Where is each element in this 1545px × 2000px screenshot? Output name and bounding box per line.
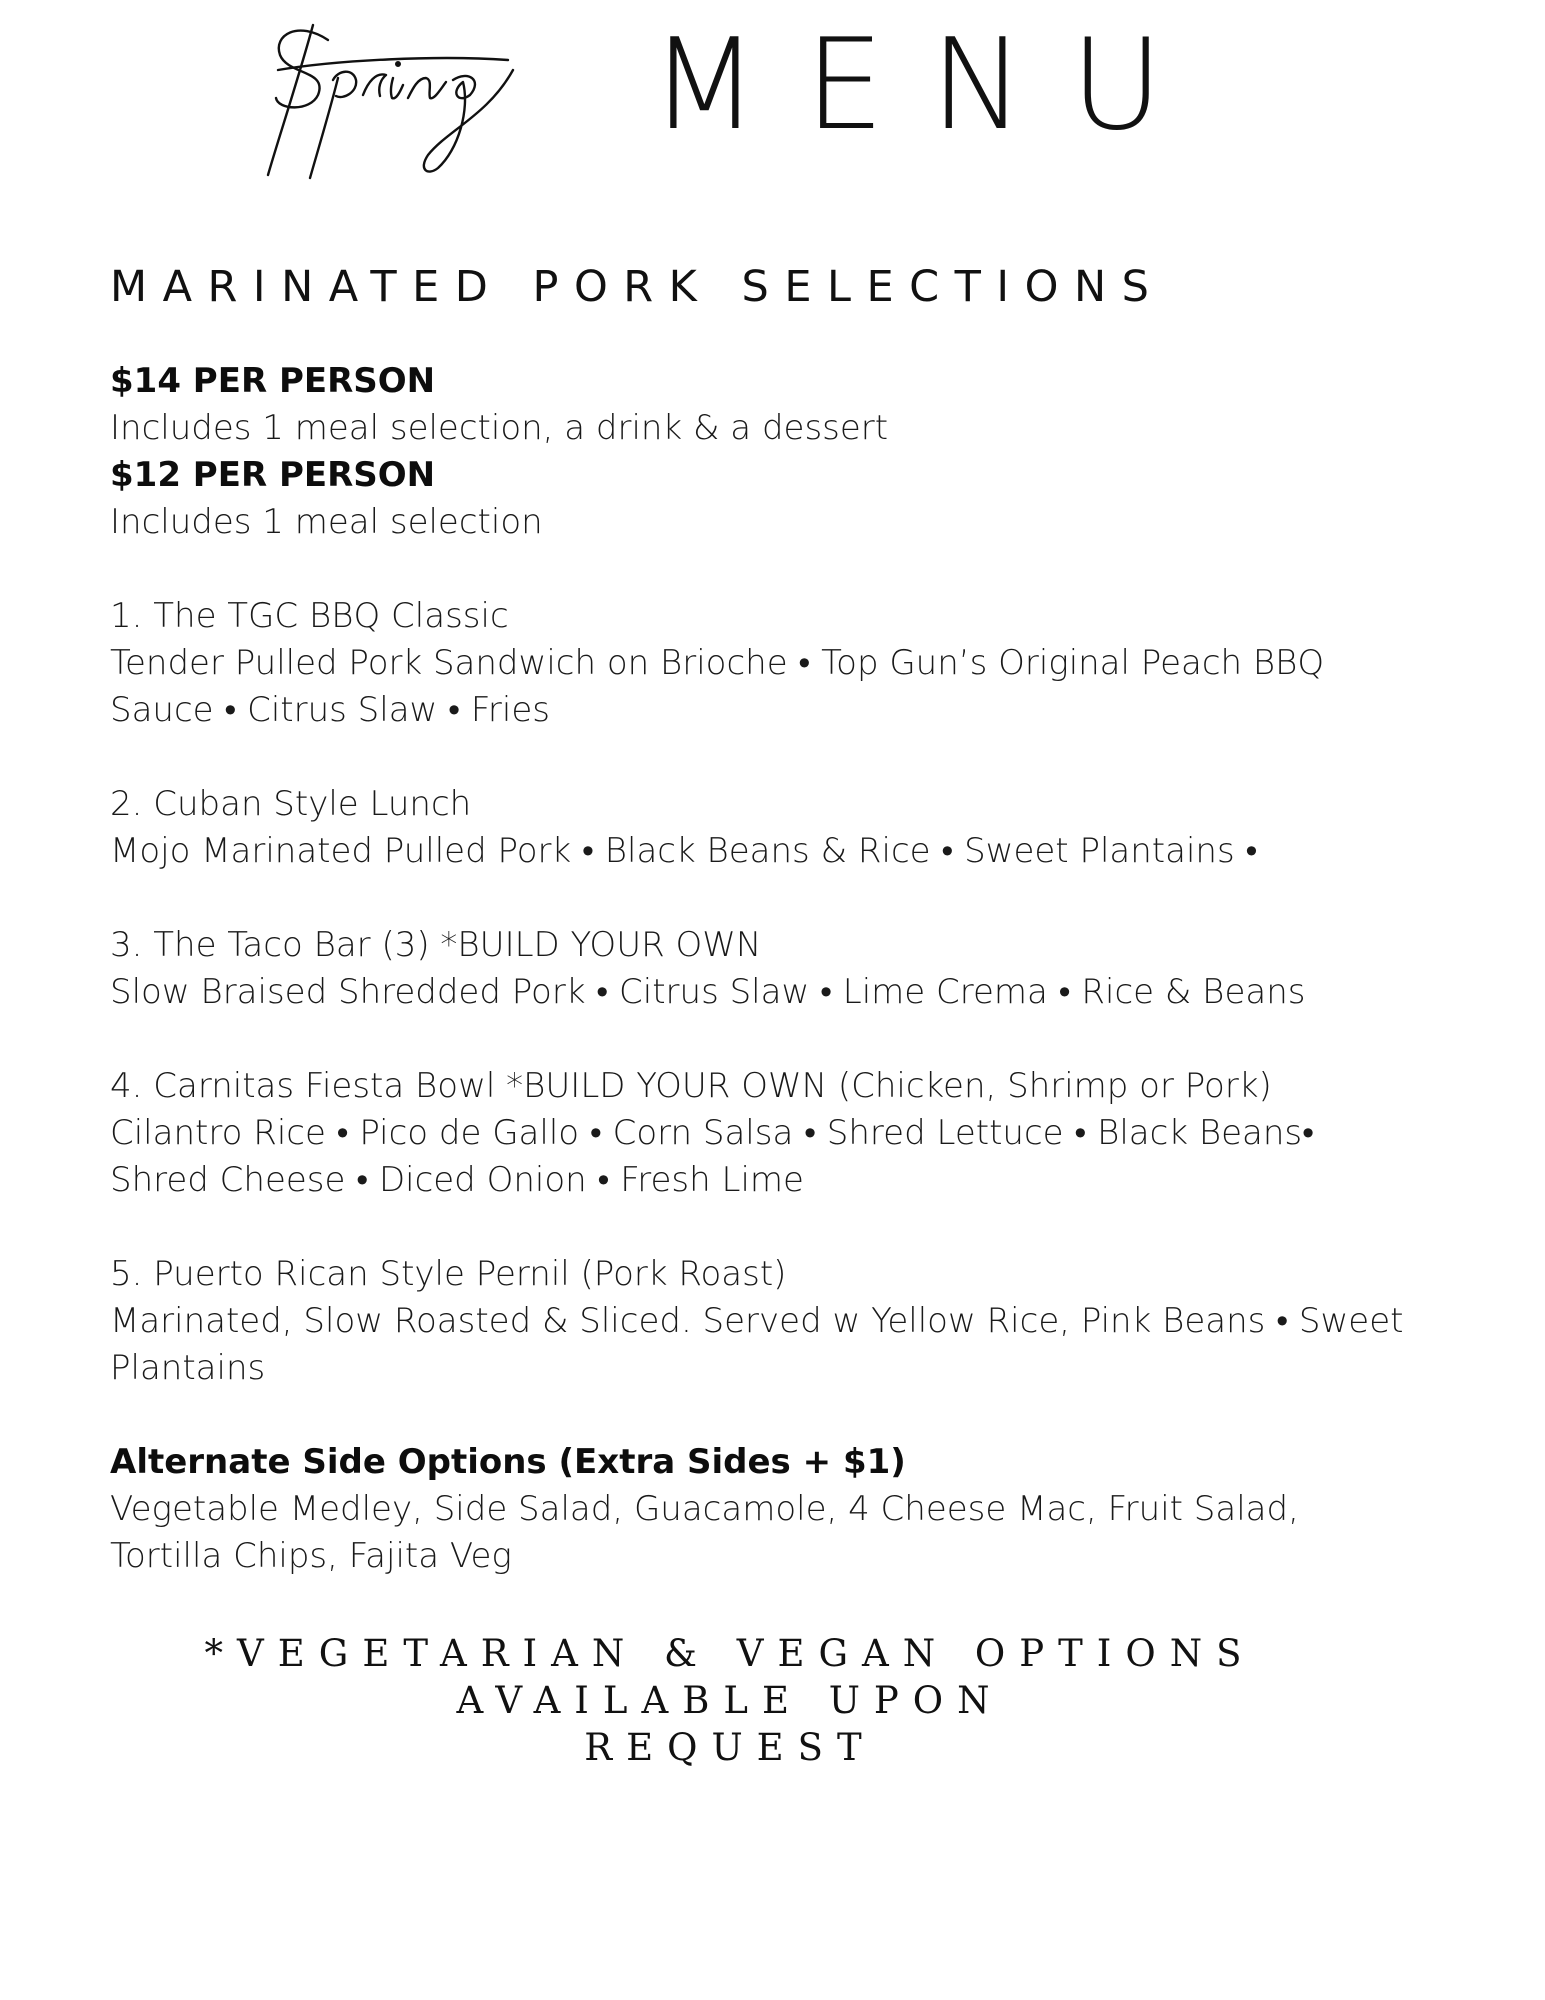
- dietary-note: [40, 1630, 1420, 1771]
- menu-item-desc: Mojo Marinated Pulled Pork • Black Beans & Rice • Sweet Plantains •: [110, 831, 1258, 871]
- menu-item-5: [110, 1251, 1450, 1392]
- menu-item-2: [110, 781, 1450, 875]
- price-12: $12 PER PERSON: [110, 455, 436, 495]
- menu-item-desc: Shred Cheese • Diced Onion • Fresh Lime: [110, 1160, 804, 1200]
- section-heading: MARINATED PORK SELECTIONS: [110, 262, 1165, 312]
- side-options-title: Alternate Side Options (Extra Sides + $1): [110, 1442, 906, 1482]
- menu-header: [0, 0, 1545, 190]
- script-title: [258, 0, 648, 190]
- menu-item-title: 2. Cuban Style Lunch: [110, 784, 472, 824]
- menu-item-title: 4. Carnitas Fiesta Bowl *BUILD YOUR OWN (Chicken, Shrimp or Pork): [110, 1066, 1272, 1106]
- menu-item-title: 1. The TGC BBQ Classic: [110, 596, 509, 636]
- side-options-list: Tortilla Chips, Fajita Veg: [110, 1536, 512, 1576]
- menu-item-4: [110, 1063, 1450, 1204]
- dietary-note-line: *VEGETARIAN & VEGAN OPTIONS AVAILABLE UPON: [204, 1632, 1256, 1722]
- menu-item-desc: Plantains: [110, 1348, 266, 1388]
- dietary-note-line: REQUEST: [584, 1726, 876, 1769]
- price-14: $14 PER PERSON: [110, 361, 436, 401]
- side-options: [110, 1439, 1450, 1580]
- menu-item-desc: Sauce • Citrus Slaw • Fries: [110, 690, 550, 730]
- menu-item-desc: Slow Braised Shredded Pork • Citrus Slaw • Lime Crema • Rice & Beans: [110, 972, 1306, 1012]
- menu-item-desc: Tender Pulled Pork Sandwich on Brioche • Top Gun’s Original Peach BBQ: [110, 643, 1325, 683]
- script-title-graphic: [258, 0, 648, 190]
- price-14-includes: Includes 1 meal selection, a drink & a dessert: [110, 408, 889, 448]
- menu-item-desc: Cilantro Rice • Pico de Gallo • Corn Salsa • Shred Lettuce • Black Beans•: [110, 1113, 1314, 1153]
- menu-title: MENU: [650, 11, 1209, 158]
- menu-item-title: 3. The Taco Bar (3) *BUILD YOUR OWN: [110, 925, 762, 965]
- menu-item-1: [110, 593, 1450, 734]
- menu-item-title: 5. Puerto Rican Style Pernil (Pork Roast): [110, 1254, 787, 1294]
- price-12-includes: Includes 1 meal selection: [110, 502, 543, 542]
- menu-item-3: [110, 922, 1450, 1016]
- menu-body: [110, 358, 1450, 1580]
- menu-item-desc: Marinated, Slow Roasted & Sliced. Served w Yellow Rice, Pink Beans • Sweet: [110, 1301, 1404, 1341]
- side-options-list: Vegetable Medley, Side Salad, Guacamole, 4 Cheese Mac, Fruit Salad,: [110, 1489, 1299, 1529]
